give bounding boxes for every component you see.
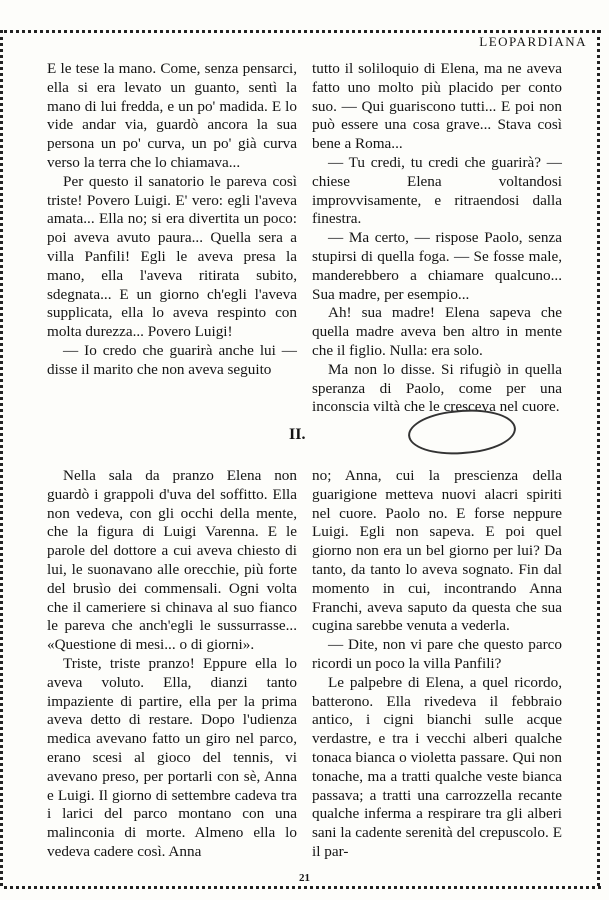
column-top-right	[312, 60, 562, 417]
page-number: 21	[299, 872, 310, 884]
right-dotted-border	[597, 30, 600, 886]
paragraph: Ma non lo disse. Si rifugiò in quella speranza di Paolo, come per una inconscia viltà che le cresceva nel cuore.	[312, 360, 562, 416]
section-heading: II.	[289, 426, 306, 443]
running-header: LEOPARDIANA	[479, 34, 587, 49]
paragraph: — Dite, non vi pare che questo parco ricordi un poco la villa Panfili?	[312, 636, 562, 672]
paragraph: Le palpebre di Elena, a quel ricordo, batterono. Ella rivedeva il febbraio antico, i cigni bianchi sulle acque verdastre, e tra i vecchi alberi qualche tonaca bianca o violetta passare. Qui non tonache, ma a tratti qualche veste bianca passava; a tratti una carrozzella recante qualche inferma a respirare tra gli alberi sani la cadente serenità del crepuscolo. E il par-	[312, 673, 562, 860]
column-top-left	[47, 60, 297, 380]
paragraph: — Io credo che guarirà anche lui — disse il marito che non aveva seguito	[47, 341, 297, 378]
paragraph: Per questo il sanatorio le pareva così triste! Povero Luigi. E' vero: egli l'aveva amata... Ella no; si era divertita un poco: poi aveva avuto paura... Quella sera a villa Panfili! Egli le aveva presa la mano, ella l'aveva ritirata subito, sdegnata... E un giorno ch'egli l'aveva supplicata, ella lo aveva respinto con molta durezza... Povero Luigi!	[47, 172, 297, 341]
paragraph: Nella sala da pranzo Elena non guardò i grappoli d'uva del soffitto. Ella non vedeva, con gli occhi della mente, che la figura di Luigi Varenna. E le parole del dottore a cui aveva chiesto di lui, le suonavano alle orecchie, più forte del brusìo dei commensali. Ogni volta che il cameriere si chinava al suo fianco le pareva che anch'egli le sussurrasse... «Questione di mesi... o di giorni».	[47, 467, 297, 654]
left-dotted-border	[0, 30, 3, 886]
paragraph: E le tese la mano. Come, senza pensarci, ella si era levato un guanto, sentì la mano di lui fredda, e un po' madida. E lo vide andar via, guardò ancora la sua persona un po' curva, un po' già curva verso la terra che lo chiamava...	[47, 60, 297, 171]
column-bottom-left	[47, 467, 297, 862]
column-bottom-right	[312, 467, 562, 862]
bottom-dotted-border	[4, 886, 601, 889]
top-dotted-border	[4, 30, 601, 33]
paragraph: — Ma certo, — rispose Paolo, senza stupirsi di quella foga. — Se fosse male, manderebbero a chiamare qualcuno... Sua madre, per esempio...	[312, 229, 562, 303]
paragraph: — Tu credi, tu credi che guarirà? — chiese Elena voltandosi improvvisamente, e ritraendosi dalla finestra.	[312, 153, 562, 228]
paragraph: no; Anna, cui la prescienza della guarigione metteva nuovi alacri spiriti nel cuore. Paolo no. E forse neppure Luigi. Egli non sapeva. E poi quel giorno non era un bel giorno per lui? Da tanto, da tanto lo aveva sognato. Fin dal momento in cui, incontrando Anna Franchi, aveva saputo da questa che sua cugina sarebbe venuta a vederla.	[312, 467, 562, 635]
paragraph: tutto il soliloquio di Elena, ma ne aveva fatto uno molto più placido per conto suo. — Qui guariscono tutti... E poi non può essere una cosa grave... Stava così bene a Roma...	[312, 60, 562, 153]
paragraph: Ah! sua madre! Elena sapeva che quella madre aveva ben altro in mente che il figlio. Nulla: era solo.	[312, 304, 562, 359]
paragraph: Triste, triste pranzo! Eppure ella lo aveva voluto. Ella, dianzi tanto impaziente di partire, ella per la prima aveva detto di restare. Dopo l'udienza medica avevano fatto un giro nel parco, erano scesi al gioco del tennis, vi avevano preso, per portarli con sè, Anna e Luigi. Il giorno di settembre cadeva tra i larici del parco montano con una malinconia di morte. Almeno ella lo vedeva cadere così. Anna	[47, 654, 297, 860]
